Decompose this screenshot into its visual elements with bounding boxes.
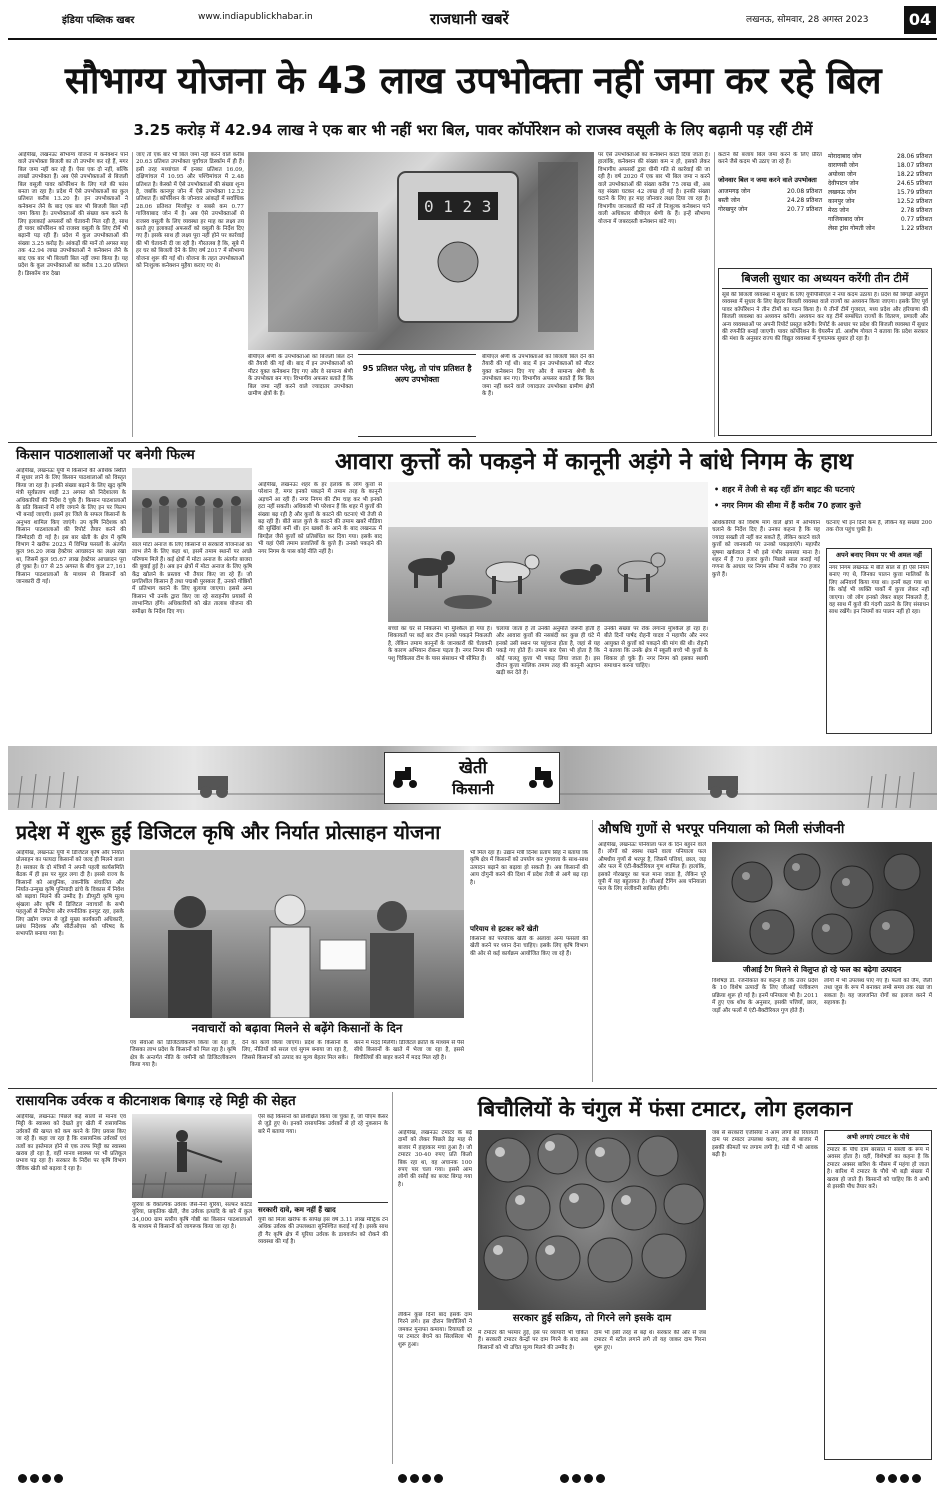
dogs-col5: अधिकारियों को विशेष मांग वाले क्षेत्रों में अभियान चलाने के निर्देश दिए हैं। उनका कहना है कि यह ज्यादा सख्ती तो नहीं कर सकते हैं, लेकिन काटने वाले कुत्तों को जानकारी पर उनको पकड़वाएंगे। महापौर सुषमा खर्कवाल ने भी इसे गंभीर समस्या माना है। शहर में हैं 70 हजार कुत्ते। पिछले साल कराई गई गणना के आधार पर निगम सीमा में करीब 70 हजार कुत्ते हैं। [712,520,820,578]
digital-col1: आईपीख, लखनऊः यूपी में डिजिटल कृषि और निर्यात प्रोत्साहन का फायदा किसानों को जल्द ही मिलने वाला है। सरकार के दो मंत्रियों ने अपनी पहली कार्यसमिति बैठक में ही इस पर मुहर लगा दी है। इससे राज्य के किसानों को आधुनिक, तकनीकि संचालित और निर्यात-उन्मुख कृषि पुनियादी ढांचे के विकास में निवेश को बढ़ावा मिलने की उम्मीद है। डीप्युटी कृषि मूल्य श्रृंखला और कृषि में डिजिटल नवाचारों के सभी पहलुओं से निपटेगा और रणनीतिक इनपुट रहा, इसके लिए उद्योग जगत से जुड़े मुख्य कार्यकारी अधिकारी, प्रबंध निदेशक और सीटीओएस को परिषद के सभापति बनाया गया है। [16,850,124,938]
paniyala-col1: आईपीख, लखनऊः पनियाला फल के दिन बहुरने वाले हैं। लोगों को स्वस्थ रखने वाला पनियाला फल औषधीय गुणों से भरपूर है, जिसमें पत्तियां, छाल, जड़ और फल में एंटी-बैक्टीरियल गुण शामिल हैं। हालांकि, इसको गोरखपुर का फल माना जाता है, लेकिन पूरे यूपी में यह बहुतायत है। जीआई टैगिंग अब पनियाला फल के लिए संजीवनी साबित होगी। [598,842,706,893]
digital-col2: एवं सेवाओं को डिजिटलीकरण किया जा रहा है, जिसका लाभ प्रदेश के किसानों को मिल रहा है। कृषि क्षेत्र के अन्तर्गत नीति के जमीनी को डिजिटलीकरण किया गया है। [130,1040,236,1069]
zone-value: 18.07 प्रतिशत [897,162,932,169]
kisan-col1: आईपीख, लखनऊः यूपी में किसानों की आर्थिक स्थिति में सुधार लाने के लिए किसान पाठशालाओं को विस्तृत किया जा रहा है। इनकी संख्या बढ़ाने के लिए खुद कृषि मंत्री सूर्यप्रताप शाही 23 अगस्त को निदेशालय के अधिकारियों की निर्देश दे चुके हैं। किसान पाठशालाओं के प्रति किसानों में रुचि जगाने के लिए इन पर फिल्म भी बनाई जाएगी। इसमें हर जिले के सफल किसानों के अनुभव शामिल किए जाएंगे। उप कृषि निदेशक को किसान पाठशालाओं की रिपोर्ट तैयार करने की जिम्मेदारी दी गई है। इस बार खेती के क्षेत्र में कृषि विभाग ने खरीफ 2023 में विभिन्न फसलों के अंतर्गत कुल 96.20 लाख हेक्टेयर आच्छादन का लक्ष्य रखा था, जिसमें कुल 95.67 लाख हेक्टेयर आच्छादन पूरा हो चुका है। 07 से 25 अगस्त के बीच कुल 27,161 किसान पाठशालाओं के माध्यम से किसानों को जानकारी दी गई। [16,468,126,586]
footer-dots-left [18,1474,63,1483]
digital-headline: प्रदेश में शुरू हुई डिजिटल कृषि और निर्यात प्रोत्साहन योजना [16,821,441,844]
footer-dots-mid-left [398,1474,443,1483]
tractor-icon [391,767,421,789]
dateline: लखनऊ, सोमवार, 28 अगस्त 2023 [746,15,869,25]
footer-dots-mid-right [560,1474,605,1483]
dogs-illustration [388,482,708,622]
rasayan-subhead: सरकारी दावे, कम नहीं हैं खाद [258,1202,388,1215]
dogs-bullet-2: • नगर निगम की सीमा में हैं करीब 70 हजार कुत्ते [714,501,861,510]
zone-name: वाराणसी जोन [828,162,859,169]
zone-name: मोरादाबाद जोन [828,153,862,160]
rasayan-col3b-text: यूपी को मिला खरीफ के सापेक्ष इस वर्ष 3.11 लाख मीट्रिक टन अधिक उर्वरक की उपलब्धता सुनिश्चित कराई गई है। इसके साथ ही गैर कृषि क्षेत्र में यूरिया उर्वरक के डायवर्जन को रोकने की व्यवस्था की गई है। [258,1217,388,1246]
section-title: राजधानी खबरें [430,10,509,28]
lead-subheadline: 3.25 करोड़ में 42.94 लाख ने एक बार भी नहीं भरा बिल, पावर कॉर्पोरेशन को राजस्व वसूली के लिए बढ़ानी पड़ रहीं टीमें [133,121,813,139]
rasayan-headline: रासायनिक उर्वरक व कीटनाशक बिगाड़ रहे मिट्टी की सेहत [16,1093,296,1109]
zone-value: 2.78 प्रतिशत [900,207,932,214]
lead-col-right2-text: कटाने की बजाय बिल जमा करने के लिए प्रेरित करने जैसे कदम भी उठाए जा रहे हैं। [718,152,822,166]
lead-callout [358,354,476,437]
zone-list-left [718,187,822,214]
zone-name: देवीपाटन जोन [828,180,859,187]
digital-col5 [470,850,588,1080]
paper-name: इंडिया पब्लिक खबर [62,15,135,26]
tamatar-col3: में टमाटर की भरमार हुई, इस पर व्यापारी भी चकित हैं। सरकारी टमाटर केन्द्रों पर दाम गिरने के बाद अब किसानों को भी उचित मूल्य मिलने की उम्मीद है। [478,1330,588,1351]
kheti-banner [8,746,937,810]
lead-headline: सौभाग्य योजना के 43 लाख उपभोक्ता नहीं जमा कर रहे बिल [64,59,882,102]
masthead [8,6,937,40]
rasayan-col2: यूरिया के वैकल्पिक उर्वरक जैसे-नैनो यूरिया, सल्फर कोटेड यूरिया, प्राकृतिक खेती, जैव उर्वरक इत्यादि के बारे में कुल 34,000 ग्राम स्तरीय कृषि गोष्ठी का किसान पाठशालाओं के माध्यम से किसानों को जागरूक किया जा रहा है। [132,1202,252,1231]
tamatar-box-text: टमाटर के पौधे दाम बरसात में सब्जी के रूप में अवसर होता है। वहीं, विशेषज्ञों का कहना है कि टमाटर अक्सर बारिश के मौसम में महंगा हो जाता है। बारिश में टमाटर के पौधे भी बड़ी संख्या में खराब हो जाते हैं। किसानों को चाहिए कि वे अभी से इसकी पौध तैयार करें। [827,1147,929,1191]
zone-name: लेसा ट्रांस गोमती जोन [828,225,875,232]
zone-row [828,170,932,179]
rasayan-col1: आईपीख, लखनऊः पिछले कई सालों से मानव एवं मिट्टी के स्वास्थ्य को देखते हुए खेती में रासायनिक उर्वरकों की खपत को कम करने के लिए प्रयास किए जा रहे हैं। कहा जा रहा है कि रासायनिक उर्वरकों एवं तत्वों का इस्तेमाल होने से एक तरफ मिट्टी का स्वास्थ्य खराब हो रहा है, वहीं मानव स्वास्थ्य पर भी प्रतिकूल प्रभाव पड़ रहा है। सरकार के निर्देश पर कृषि विभाग जैविक खेती को बढ़ावा दे रहा है। [16,1114,126,1172]
footer-dots-right [876,1474,921,1483]
zone-row [828,179,932,188]
zone-name: आजमगढ़ जोन [718,188,751,195]
zone-table-title: जोनवार बिल न जमा करने वाले उपभोक्ता [718,176,817,184]
kheti-logo [384,752,560,804]
zone-name: कानपुर जोन [828,198,855,205]
dogs-col2: बच्चों का घर से निकलना भी मुश्किल हो गया है। शिकायतों पर कई बार टीम इनको पकड़ने निकलती है, लेकिन तमाम कानूनों के जानकारों की चेतावनी के कारण अभियान रोकना पड़ता है। नगर निगम की पशु चिकित्सा टीम के पास संसाधन भी सीमित हैं। [388,626,492,662]
tamatar-col4: दाम भी इसी तरह से बढ़े थे। सरकार की ओर से जब टमाटर में स्टॉल लगाने लगे तो यह जाकर दाम गिरना शुरू हुए। [594,1330,706,1351]
zone-row [718,205,822,214]
zone-row [828,197,932,206]
dogs-col3: चलाया जाता है तो उनकी अनुमति जरूरी होती है और आवारा कुत्तों की नसबंदी कर कुछ ही घंटे में इनको उसी स्थान पर पहुंचाना होता है, जहां से यह पकड़े गए होते हैं। तमाम बार ऐसा भी होता है कि कोई पालतू कुत्ता भी पकड़ लिया जाता है। इस दौरान कुत्ता मालिक तमाम तरह की कानूनी अड़चन खड़ी कर देते हैं। [496,626,600,677]
zone-name: मेरठ जोन [828,207,849,214]
tamatar-headline: बिचौलियों के चंगुल में फंसा टमाटर, लोग हलकान [477,1097,853,1121]
kisan-headline: किसान पाठशालाओं पर बनेगी फिल्म [16,447,195,463]
paniyala-col3: लोगों में भी उपलब्ध पाए गए हैं। फलों को जैम, जैली तथा जूस के रूप में बनाकर लम्बे समय तक रखा जा सकता है। यह जलजनित रोगों का इलाज करने में सहायक है। [824,978,932,1007]
digital-photo-caption: नवाचारों को बढ़ावा मिलने से बढ़ेंगे किसानों के दिन [130,1020,464,1036]
tractor-icon [525,767,555,789]
lead-col-right1: पर ऐसे उपभोक्ताओं का कनेक्शन काटा दिया जाता है। हालांकि, कनेक्शन की संख्या कम न हो, इसको लेकर विभागीय अफसरों द्वारा धीमी गति से कार्रवाई की जा रही है। वर्ष 2020 में एक बार भी बिल जमा न करने वाले उपभोक्ताओं की संख्या करीब 75 लाख थी, अब यह संख्या घटकर 42 लाख हो गई है। इनकी संख्या घटाने के लिए हर माह जोनवार लक्ष्य दिया जा रहा है। विभागीय जानकारों की मानें तो निःशुल्क कनेक्शन पाने वाली अधिकतर बीपीएल श्रेणी के हैं। इन्हें सौभाग्य योजना में जबरदस्ती कनेक्शन बांटे गए। [598,152,710,225]
zone-list-right [828,152,932,233]
bijli-text: सूबे की बिजली व्यवस्था में सुधार के लिए यूपीपीसीएल ने नया कदम उठाया है। प्रदेश की बिगड़ी आपूर्ति व्यवस्था में सुधार के लिए बेहतर बिजली व्यवस्था वाले राज्यों का अध्ययन किया जाएगा। इसके लिए पूर्व पावर कॉर्पोरेशन ने तीन टीमों का गठन किया है। ये तीनों टीमें गुजरात, मध्य प्रदेश और हरियाणा की बिजली व्यवस्था का अध्ययन करेंगी। अध्ययन कर यह टीमें सम्बंधित राज्यों के वितरण, प्रणाली और अन्य व्यवस्थाओं पर अपनी रिपोर्ट प्रस्तुत करेंगी। रिपोर्ट के आधार पर प्रदेश की बिजली व्यवस्था में सुधार की रणनीति बनाई जाएगी। पावर कॉर्पोरेशन के चेयरमैन डॉ. आशीष गोयल ने बताया कि प्रदेश सरकार की मंशा के अनुसार राज्य की विद्युत व्यवस्था में गुणात्मक सुधार हो रहा है। [722,292,928,343]
dogs-col1: आईपीख, लखनऊः शहर के हर इलाके के लोग कुत्तों से परेशान हैं, मगर इनको पकड़ने में तमाम तरह के कानूनी अड़चनें आ रही हैं। नगर निगम की टीम चाह कर भी इनको हटा नहीं सकती। अधिकारी भी परेशान हैं कि शहर में कुत्तों की संख्या बढ़ रही है और कुत्तों के काटने की घटनाएं भी तेजी से बढ़ रही हैं। बीते साल कुत्ते के काटने की तमाम खबरें मीडिया की सुर्खियां बनीं थीं। इन खबरों के आने के बाद लखनऊ में बिगड़ैल जैसे कुत्तों को प्रतिबंधित कर दिया गया। इसके बाद भी यहां ऐसी तमाम प्रजातियों के कुत्ते हैं। उनको पकड़ने की नगर निगम के पास कोई नीति नहीं है। [258,482,382,555]
lead-col2: जाए तो एक बार भी बिल जमा नहीं करने वाले करीब 20.63 प्रतिशत उपभोक्ता पूर्वांचल डिस्कॉम में ही हैं। इसी तरह मध्यांचल में इनका प्रतिशत 16.09, दक्षिणांचल में 10.95 और पश्चिमांचल में 2.48 प्रतिशत है। केस्को में ऐसे उपभोक्ताओं की संख्या शून्य है, जबकि कानपुर जोन में ऐसे उपभोक्ता 12.52 प्रतिशत हैं। कॉर्पोरेशन के जोनवार आंकड़ों में सर्वाधिक 28.06 प्रतिशत मिर्जापुर व सबसे कम 0.77 गाजियाबाद जोन में है। अब ऐसे उपभोक्ताओं से राजस्व वसूली के लिए व्यवस्था हर माह का लक्ष्य तय करते हुए इलाकाई अफसरों को वसूली के निर्देश दिए गए हैं। इसके साथ ही लक्ष्य पूरा नहीं होने पर कार्रवाई की भी चेतावनी दी जा रही है। गौरतलब है कि, सूबे में हर घर को बिजली देने के लिए वर्ष 2017 में सौभाग्य योजना शुरू की गई थी। योजना के तहत उपभोक्ताओं को निःशुल्क कनेक्शन मुहैया कराए गए थे। [136,152,244,270]
paniyala-photo-caption: जीआई टैग मिलने से विलुप्त हो रहे फल का बढ़ेगा उत्पादन [712,964,932,975]
zone-name: बस्ती जोन [718,197,740,204]
kisan-col2: साल मोटा अनाज के लिए किसानों से सरकारी योजनाओं का लाभ लेने के लिए कहा था, इसमें तमाम स्थानों पर अच्छे परिणाम मिले हैं। कई क्षेत्रों में मोटा अनाज के अंतर्गत बाजरा की बुवाई हुई है। अब इन क्षेत्रों में मोटा अनाज के लिए कृषि केंद्र खोलने के प्रस्ताव भी तैयार किए जा रहे हैं। जो प्रगतिशील किसान हैं तथा पद्मश्री पुरस्कार हैं, उनको गोष्ठियों में प्रतिभाग कराने के लिए बुलाया जाएगा। इससे अन्य किसान भी उनके द्वारा किए जा रहे सराहनीय प्रयासों से लाभान्वित होंगे। अधिकारियों को खेत तालाब योजना की समीक्षा के निर्देश दिए गए। [132,542,252,615]
lead-col-mid: बीपीएल श्रेणी के उपभोक्ताओं को बिजली बिल देने की तैयारी की गई थी। बाद में इन उपभोक्ताओं को मीटर युक्त कनेक्शन दिए गए और वे सामान्य श्रेणी के उपभोक्ता बन गए। विभागीय अफसर बताते हैं कि बिल जमा नहीं करने वाले ज्यादातर उपभोक्ता ग्रामीण क्षेत्रों के हैं। [482,354,594,398]
digital-subhead: परियाय से हटकर करें खेती [470,925,539,933]
dogs-box-title: अपने बनाए नियम पर भी अमल नहीं [829,551,929,563]
dogs-col6: घटनाएं भी इन दिनों कम हैं, लेकिन यह संख्या 200 तक रोज पहुंच चुकी है। [826,520,932,534]
zone-value: 20.08 प्रतिशत [787,188,822,195]
lead-col-right2 [718,152,822,214]
website: www.indiapublickhabar.in [198,12,313,22]
digital-event-photo [130,850,464,1018]
fruit-illustration [712,842,932,962]
zone-row [828,161,932,170]
dogs-bullet-2-text: नगर निगम की सीमा में हैं करीब 70 हजार कुत्ते [721,501,861,510]
tomato-illustration [478,1130,706,1310]
paniyala-headline: औषधि गुणों से भरपूर पनियाला को मिली संजीवनी [598,821,845,837]
dogs-headline: आवारा कुत्तों को पकड़ने में कानूनी अड़ंगे ने बांधे निगम के हाथ [334,449,854,475]
crop-spray-photo [132,1114,252,1198]
kheti-text: खेती [459,758,487,778]
electricity-meter-photo [248,152,594,350]
zone-row [828,152,932,161]
svg-text:0 1 2 3: 0 1 2 3 [424,197,492,216]
rasayan-col3 [258,1114,388,1464]
bijli-box [718,268,932,436]
digital-col5-text: भी मिल रहा है। उद्यान मंत्री दिनेश प्रताप सिंह ने बताया कि कृषि क्षेत्र में किसानों को उपयोग कर गुणवत्ता के साथ-साथ उत्पादन बढ़ाने का बढ़ावा हो सकती है। अब किसानों की आय दोगुनी करने की दिशा में प्रदेश तेजी से आगे बढ़ रहा है। [470,850,588,886]
tamatar-col1: आईपीख, लखनऊः टमाटर के बढ़े दामों को लेकर पिछले डेढ़ माह से बाजार में हाहाकार मचा हुआ है। जो टमाटर 30-40 रुपए प्रति किलो बिक रहा था, वह अचानक 100 रुपए पार चला गया। इससे आम लोगों की रसोई का बजट बिगड़ गया है। [398,1130,472,1188]
zone-row [828,215,932,224]
meter-illustration [248,152,594,350]
paniyala-fruit-photo [712,842,932,962]
dogs-box-text: नगर निगम लखनऊ में बीते साल से ही ऐसे नियम बनाए गए थे, जिनका पालन कुत्ता मालिकों के लिए अनिवार्य किया गया था। इनमें कहा गया था कि कोई भी व्यक्ति पार्कों में कुत्ता लेकर नहीं जाएगा। जो लोग इनको लेकर बाहर निकलते हैं, वह साथ में कुत्ते की गंदगी उठाने के लिए संसाधन साथ रखेंगे। इन नियमों का पालन नहीं हो रहा। [829,565,929,616]
ministers-illustration [130,850,464,1018]
tamatar-col2: लेकिन कुछ दिनों बाद इसके दाम गिरने लगे। इस दौरान बिचौलियों ने जमकर मुनाफा कमाया। रियायती दर पर टमाटर बेचने का सिलसिला भी शुरू हुआ। [398,1312,472,1348]
tamatar-col5: जब से सरकारी एजेंसियां ने आम लोगों को रियायती दाम पर टमाटर उपलब्ध कराए, तब से बाजार में इसकी कीमतों पर लगाम लगी है। मंडी में भी आवक बढ़ी है। [712,1130,818,1159]
zone-value: 28.06 प्रतिशत [897,153,932,160]
zone-row [828,188,932,197]
zone-name: गाजियाबाद जोन [828,216,864,223]
zone-value: 12.52 प्रतिशत [897,198,932,205]
dogs-box [826,548,932,734]
tamatar-box-title: अभी लगाएं टमाटर के पौधे [827,1133,929,1145]
zone-row [718,187,822,196]
tamatar-photo-caption: सरकार हुई सक्रिय, तो गिरने लगे इसके दाम [478,1312,706,1326]
farmer-spraying-illustration [132,1114,252,1198]
page-number: 04 [904,6,936,34]
digital-col4: करने में मदद मिलेगी। डिजिटल क्रांति के माध्यम से पैसे सीधे किसानों के खाते में भेजा जा रहा है, इससे बिचौलियों की बाहर करने में मदद मिल रही है। [354,1040,464,1061]
dogs-bullet-1-text: शहर में तेजी से बढ़ रहीं डॉग बाइट की घटनाएं [721,485,855,494]
zone-name: लखनऊ जोन [828,189,857,196]
lead-below-photo: बीपीएल श्रेणी के उपभोक्ताओं को बिजली बिल देने की तैयारी की गई थी। बाद में इन उपभोक्ताओं को मीटर युक्त कनेक्शन दिए गए और वे सामान्य श्रेणी के उपभोक्ता बन गए। विभागीय अफसर बताते हैं कि बिल जमा नहीं करने वाले ज्यादातर उपभोक्ता ग्रामीण क्षेत्रों के हैं। [248,354,353,398]
dogs-bullet-1: • शहर में तेजी से बढ़ रहीं डॉग बाइट की घटनाएं [714,485,855,494]
zone-value: 0.77 प्रतिशत [900,216,932,223]
stray-dogs-photo [388,482,708,622]
group-illustration [132,468,252,538]
kisani-text: किसानी [452,780,494,798]
zone-value: 24.28 प्रतिशत [787,197,822,204]
zone-value: 15.79 प्रतिशत [897,189,932,196]
zone-name: गोरखपुर जोन [718,206,748,213]
dogs-bullets [714,484,932,512]
zone-row [718,196,822,205]
zone-value: 1.22 प्रतिशत [900,225,932,232]
zone-value: 20.77 प्रतिशत [787,206,822,213]
digital-col3: देने का कार्य किया जाएगा। प्रदेश के किसानों के लिए, नीतियों को सरल एवं सुगम बनाया जा रहा है, जिससे किसानों को उत्पाद का मूल्य बेहतर मिल सके। [242,1040,348,1061]
tomato-photo [478,1130,706,1310]
kisan-meeting-photo [132,468,252,538]
callout-text: 95 प्रतिशत परेशु, तो पांच प्रतिशत है अल्प उपभोक्ता [362,364,472,384]
zone-value: 24.65 प्रतिशत [897,180,932,187]
tamatar-box [824,1130,932,1460]
zone-name: अयोध्या जोन [828,171,857,178]
dogs-col4: उनकी संख्या पर रोक लगाना मुश्किल हो रहा है। बीते दिनों पार्षद रोहनी यादव ने महापौर और नगर आयुक्त से कुत्तों को पकड़ने की मांग की थी। रोहनी ने बताया कि उनके क्षेत्र में स्कूली बच्चे भी कुत्तों के शिकार हो चुके हैं। नगर निगम को इसका स्थायी समाधान करना चाहिए। [604,626,708,670]
digital-col5b-text: किसानों को परंपरिक खेती के अलावा अन्य फसलों की खेती करने पर ध्यान देना चाहिए। इसके लिए कृषि विभाग की ओर से कई कार्यक्रम आयोजित किए जा रहे हैं। [470,936,588,957]
zone-row [828,224,932,233]
rasayan-col3-text: ऐसे कई किसानों को प्रशिक्षित किया जा चुका है, जो पीएम कैंसर से जुड़े हुए थे। इनको रासायनिक उर्वरकों से हो रहे नुकसान के बारे में बताया गया। [258,1114,388,1135]
lead-col1: आईपीख, लखनऊः सौभाग्य योजना में कनेक्शन पाने वाले उपभोक्ता बिजली का तो उपभोग कर रहे हैं, मगर बिल जमा नहीं कर रहे हैं। ऐसा एक दो नहीं, बल्कि लाखों उपभोक्ता हैं। अब ऐसे उपभोक्ताओं से बिजली बिल वसूली पावर कॉर्पोरेशन के लिए गले की फांस बनता जा रहा है। प्रदेश में ऐसे उपभोक्ताओं का कुल प्रतिशत करीब 13.20 है। इन उपभोक्ताओं ने कनेक्शन लेने के बाद एक बार भी बिजली बिल नहीं जमा किया है। उपभोक्ताओं की संख्या कम करने के लिए इलाकाई अफसरों को चेतावनी मिल रही है, साथ ही पावर कॉर्पोरेशन को राजस्व वसूली के लिए टीमें भी बढ़ानी पड़ रही हैं। प्रदेश में कुल उपभोक्ताओं की संख्या 3.25 करोड़ है। आंकड़ों की मानें तो अगस्त माह तक 42.94 लाख उपभोक्ताओं ने कनेक्शन लेने के बाद एक बार भी बिजली बिल नहीं जमा किया है। यह प्रदेश के कुल उपभोक्ताओं का करीब 13.20 प्रतिशत है। डिस्कॉम वार देखा [18,152,128,277]
zone-row [828,206,932,215]
paniyala-col2: विशेषज्ञ डॉ. रजनीकांत का कहना है कि उत्तर प्रदेश के 10 विशेष उत्पादों के लिए जीआई पंजीकरण प्रक्रिया शुरू हो गई है। इनमें पनियाला भी है। 2011 में हुए एक शोध के अनुसार, इसकी पत्तियों, छाल, जड़ों और फलों में एंटी-बैक्टीरियल गुण होते हैं। [712,978,818,1014]
bijli-headline: बिजली सुधार का अध्ययन करेंगी तीन टीमें [722,272,928,289]
zone-value: 18.22 प्रतिशत [897,171,932,178]
